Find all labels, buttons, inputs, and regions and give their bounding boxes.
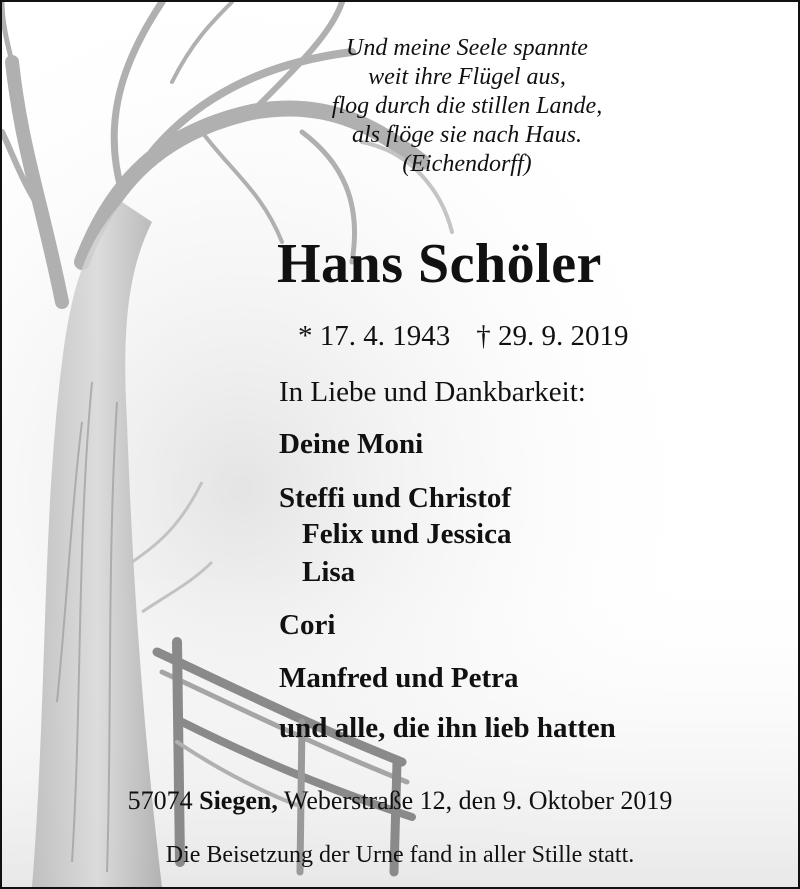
burial-note: Die Beisetzung der Urne fand in aller Stille statt. bbox=[165, 842, 635, 868]
poem-author: (Eichendorff) bbox=[402, 151, 532, 177]
street-and-date: Weberstraße 12, den 9. Oktober 2019 bbox=[283, 786, 673, 815]
postal-code: 57074 bbox=[127, 786, 193, 815]
mourner-entry: Steffi und Christof bbox=[279, 482, 512, 514]
life-dates bbox=[298, 320, 629, 353]
city: Siegen, bbox=[199, 786, 278, 815]
poem-line: weit ihre Flügel aus, bbox=[368, 64, 566, 90]
mourner-entry: Manfred und Petra bbox=[279, 662, 519, 694]
poem-line: flog durch die stillen Lande, bbox=[331, 93, 603, 119]
poem-line: als flöge sie nach Haus. bbox=[352, 122, 582, 148]
mourners-intro: In Liebe und Dankbarkeit: bbox=[279, 376, 586, 408]
death-date: † 29. 9. 2019 bbox=[476, 320, 629, 352]
poem-line: Und meine Seele spannte bbox=[346, 35, 588, 61]
mourner-entry: und alle, die ihn lieb hatten bbox=[279, 712, 616, 744]
address-line bbox=[2, 786, 798, 816]
mourner-entry: Cori bbox=[279, 609, 336, 641]
birth-date: * 17. 4. 1943 bbox=[298, 320, 451, 352]
mourner-entry: Felix und Jessica bbox=[302, 518, 512, 550]
mourner-entry: Lisa bbox=[302, 556, 356, 588]
poem bbox=[242, 34, 692, 179]
deceased-name: Hans Schöler bbox=[277, 233, 602, 295]
mourner-entry: Deine Moni bbox=[279, 428, 424, 460]
